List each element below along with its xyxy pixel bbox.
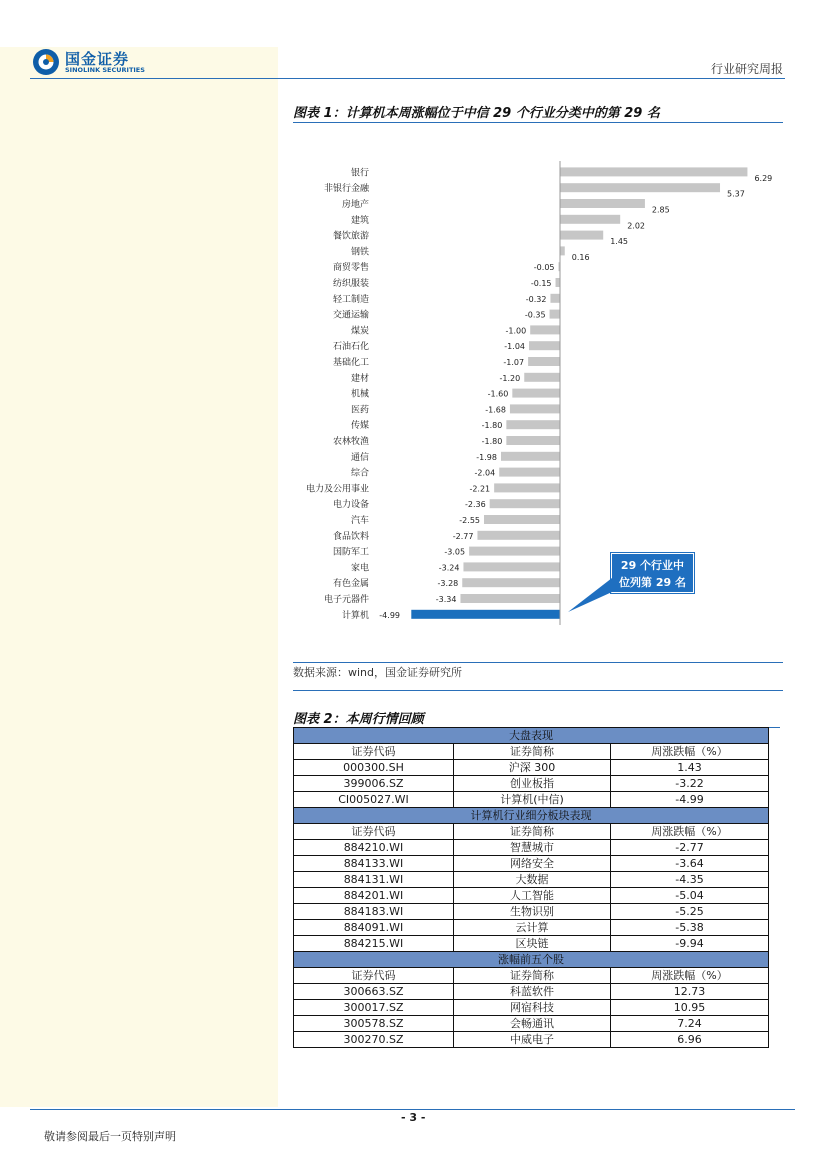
value-label-基础化工: -1.07 [503, 358, 525, 367]
bar-煤炭 [530, 325, 560, 334]
security-name-cell: 网络安全 [454, 856, 611, 872]
bar-食品饮料 [477, 531, 560, 540]
security-name-cell: 智慧城市 [454, 840, 611, 856]
figure1-title: 图表 1：计算机本周涨幅位于中信 29 个行业分类中的第 29 名 [293, 106, 660, 121]
bar-银行 [560, 167, 747, 176]
value-label-有色金属: -3.28 [437, 579, 459, 589]
table-row [294, 984, 769, 1000]
bar-家电 [463, 562, 560, 571]
table-row [294, 1000, 769, 1016]
category-label-电子元器件: 电子元器件 [323, 595, 369, 605]
figure1-source: 数据来源：wind，国金证券研究所 [293, 666, 463, 679]
category-label-商贸零售: 商贸零售 [332, 263, 369, 274]
value-label-计算机: -4.99 [379, 610, 400, 620]
weekly-change-cell: -4.99 [611, 792, 769, 808]
security-code-cell: 300663.SZ [294, 984, 454, 1000]
security-code-cell: 884091.WI [294, 920, 454, 936]
value-label-医药: -1.68 [485, 405, 506, 415]
bar-机械 [512, 389, 560, 398]
value-label-交通运输: -0.35 [524, 310, 546, 320]
category-label-纺织服装: 纺织服装 [332, 279, 369, 289]
weekly-change-cell: -3.64 [611, 856, 769, 872]
bar-国防军工 [469, 547, 560, 556]
value-label-非银行金融: 5.37 [727, 189, 745, 199]
figure1-bottom-line [293, 662, 783, 663]
weekly-change-cell: -3.22 [611, 776, 769, 792]
security-name-cell: 区块链 [454, 936, 611, 952]
security-code-cell: 884215.WI [294, 936, 454, 952]
value-label-汽车: -2.55 [459, 516, 481, 525]
footer-disclaimer: 敬请参阅最后一页特别声明 [44, 1130, 176, 1143]
bar-非银行金融 [560, 183, 720, 192]
column-header-row [294, 744, 769, 760]
page-number: - 3 - [401, 1111, 426, 1124]
bar-交通运输 [550, 310, 560, 319]
figure1-title-underline [293, 122, 783, 123]
category-label-家电: 家电 [350, 563, 369, 574]
security-code-cell: 884183.WI [294, 904, 454, 920]
value-label-农林牧渔: -1.80 [481, 437, 503, 446]
value-label-房地产: 2.85 [651, 205, 670, 215]
table-row [294, 872, 769, 888]
table-row [294, 1016, 769, 1032]
value-label-建材: -1.20 [499, 373, 521, 383]
category-label-电力及公用事业: 电力及公用事业 [305, 484, 369, 495]
column-header: 证券代码 [294, 824, 454, 840]
bar-餐饮旅游 [560, 231, 603, 240]
bar-汽车 [484, 515, 560, 524]
weekly-change-cell: -2.77 [611, 840, 769, 856]
security-code-cell: 884210.WI [294, 840, 454, 856]
section-title: 计算机行业细分板块表现 [294, 808, 769, 824]
table-row [294, 760, 769, 776]
table-row [294, 776, 769, 792]
security-name-cell: 会畅通讯 [454, 1016, 611, 1032]
bar-建材 [524, 373, 560, 382]
sinolink-logo-icon [32, 48, 60, 76]
category-label-通信: 通信 [350, 452, 369, 463]
category-label-基础化工: 基础化工 [332, 358, 369, 368]
category-label-传媒: 传媒 [350, 421, 369, 432]
column-header: 证券代码 [294, 968, 454, 984]
category-label-餐饮旅游: 餐饮旅游 [332, 231, 369, 242]
weekly-change-cell: -5.38 [611, 920, 769, 936]
column-header: 证券简称 [454, 744, 611, 760]
category-label-房地产: 房地产 [341, 200, 369, 210]
security-name-cell: 计算机(中信) [454, 792, 611, 808]
category-label-医药: 医药 [350, 405, 369, 416]
section-header-row [294, 728, 769, 744]
column-header: 周涨跌幅（%） [611, 744, 769, 760]
category-label-计算机: 计算机 [341, 610, 369, 621]
security-code-cell: 884131.WI [294, 872, 454, 888]
report-type-label: 行业研究周报 [710, 62, 783, 76]
bar-纺织服装 [556, 278, 560, 287]
category-label-煤炭: 煤炭 [350, 326, 369, 337]
section-title: 大盘表现 [294, 728, 769, 744]
bar-基础化工 [528, 357, 560, 366]
company-logo [32, 47, 162, 77]
security-code-cell: CI005027.WI [294, 792, 454, 808]
value-label-轻工制造: -0.32 [525, 294, 547, 304]
security-name-cell: 沪深 300 [454, 760, 611, 776]
weekly-change-cell: -5.04 [611, 888, 769, 904]
security-name-cell: 大数据 [454, 872, 611, 888]
value-label-钢铁: 0.16 [571, 252, 590, 262]
column-header: 证券简称 [454, 968, 611, 984]
value-label-电力设备: -2.36 [464, 500, 486, 510]
weekly-change-cell: 1.43 [611, 760, 769, 776]
security-name-cell: 科蓝软件 [454, 984, 611, 1000]
value-label-商贸零售: -0.05 [533, 263, 555, 273]
section-header-row [294, 952, 769, 968]
weekly-change-cell: -9.94 [611, 936, 769, 952]
security-name-cell: 生物识别 [454, 904, 611, 920]
column-header: 证券代码 [294, 744, 454, 760]
bar-轻工制造 [550, 294, 560, 303]
bar-通信 [501, 452, 560, 461]
column-header: 证券简称 [454, 824, 611, 840]
value-label-银行: 6.29 [754, 173, 773, 183]
bar-农林牧渔 [506, 436, 560, 445]
category-label-食品饮料: 食品饮料 [332, 531, 369, 542]
security-code-cell: 000300.SH [294, 760, 454, 776]
security-code-cell: 300270.SZ [294, 1032, 454, 1048]
bar-建筑 [560, 215, 620, 224]
callout-line1: 29 个行业中 [620, 559, 685, 572]
weekly-change-cell: -5.25 [611, 904, 769, 920]
value-label-纺织服装: -0.15 [530, 279, 552, 288]
figure2-title: 图表 2：本周行情回顾 [293, 712, 424, 727]
left-sidebar-background [0, 47, 278, 1107]
bar-电力设备 [490, 499, 560, 508]
value-label-食品饮料: -2.77 [452, 531, 474, 541]
column-header-row [294, 968, 769, 984]
category-label-银行: 银行 [350, 168, 369, 179]
table-row [294, 856, 769, 872]
bar-电子元器件 [460, 594, 560, 603]
value-label-电力及公用事业: -2.21 [469, 484, 491, 494]
table-row [294, 888, 769, 904]
column-header: 周涨跌幅（%） [611, 968, 769, 984]
table-row [294, 792, 769, 808]
value-label-煤炭: -1.00 [505, 326, 527, 336]
section-title: 涨幅前五个股 [294, 952, 769, 968]
category-label-综合: 综合 [350, 468, 369, 479]
footer-divider [30, 1109, 795, 1110]
logo-chinese-name: 国金证券 [65, 50, 130, 68]
bar-电力及公用事业 [494, 483, 560, 492]
security-code-cell: 884133.WI [294, 856, 454, 872]
bar-石油石化 [529, 341, 560, 350]
header-divider [30, 78, 785, 79]
bar-计算机 [411, 610, 560, 619]
value-label-家电: -3.24 [438, 563, 460, 573]
category-label-国防军工: 国防军工 [332, 547, 369, 558]
category-label-建材: 建材 [350, 373, 369, 384]
table-row [294, 904, 769, 920]
weekly-change-cell: 7.24 [611, 1016, 769, 1032]
security-code-cell: 300578.SZ [294, 1016, 454, 1032]
table-row [294, 840, 769, 856]
security-name-cell: 创业板指 [454, 776, 611, 792]
callout-pointer [560, 578, 620, 618]
table-row [294, 920, 769, 936]
callout-line2: 位列第 29 名 [619, 576, 686, 589]
category-label-交通运输: 交通运输 [332, 310, 369, 321]
weekly-change-cell: 12.73 [611, 984, 769, 1000]
security-name-cell: 人工智能 [454, 888, 611, 904]
security-name-cell: 云计算 [454, 920, 611, 936]
value-label-传媒: -1.80 [481, 421, 503, 431]
value-label-建筑: 2.02 [627, 221, 646, 231]
value-label-国防军工: -3.05 [444, 547, 466, 557]
security-code-cell: 884201.WI [294, 888, 454, 904]
category-label-电力设备: 电力设备 [332, 500, 369, 511]
figure1-source-line [293, 690, 783, 691]
section-header-row [294, 808, 769, 824]
weekly-change-cell: 6.96 [611, 1032, 769, 1048]
logo-english-name: SINOLINK SECURITIES [65, 66, 145, 74]
value-label-机械: -1.60 [487, 389, 509, 399]
value-label-餐饮旅游: 1.45 [610, 237, 629, 247]
column-header-row [294, 824, 769, 840]
category-label-农林牧渔: 农林牧渔 [332, 437, 369, 447]
category-label-机械: 机械 [350, 389, 369, 400]
bar-有色金属 [462, 578, 560, 587]
category-label-石油石化: 石油石化 [332, 342, 369, 353]
table-row [294, 936, 769, 952]
weekly-change-cell: 10.95 [611, 1000, 769, 1016]
category-label-汽车: 汽车 [350, 516, 369, 526]
security-code-cell: 300017.SZ [294, 1000, 454, 1016]
market-review-table [293, 727, 769, 1048]
bar-医药 [510, 404, 560, 413]
bar-综合 [499, 468, 560, 477]
value-label-电子元器件: -3.34 [435, 595, 457, 604]
category-label-有色金属: 有色金属 [332, 579, 369, 590]
bar-传媒 [506, 420, 560, 429]
category-label-轻工制造: 轻工制造 [332, 294, 369, 305]
industry-return-bar-chart [293, 155, 783, 625]
value-label-综合: -2.04 [474, 468, 496, 478]
value-label-石油石化: -1.04 [504, 342, 526, 352]
rank-callout [611, 553, 694, 593]
security-code-cell: 399006.SZ [294, 776, 454, 792]
security-name-cell: 中威电子 [454, 1032, 611, 1048]
column-header: 周涨跌幅（%） [611, 824, 769, 840]
category-label-非银行金融: 非银行金融 [323, 184, 369, 195]
category-label-钢铁: 钢铁 [350, 247, 369, 258]
value-label-通信: -1.98 [476, 452, 497, 462]
weekly-change-cell: -4.35 [611, 872, 769, 888]
table-row [294, 1032, 769, 1048]
category-label-建筑: 建筑 [350, 215, 369, 226]
security-name-cell: 网宿科技 [454, 1000, 611, 1016]
bar-钢铁 [560, 246, 565, 255]
bar-房地产 [560, 199, 645, 208]
